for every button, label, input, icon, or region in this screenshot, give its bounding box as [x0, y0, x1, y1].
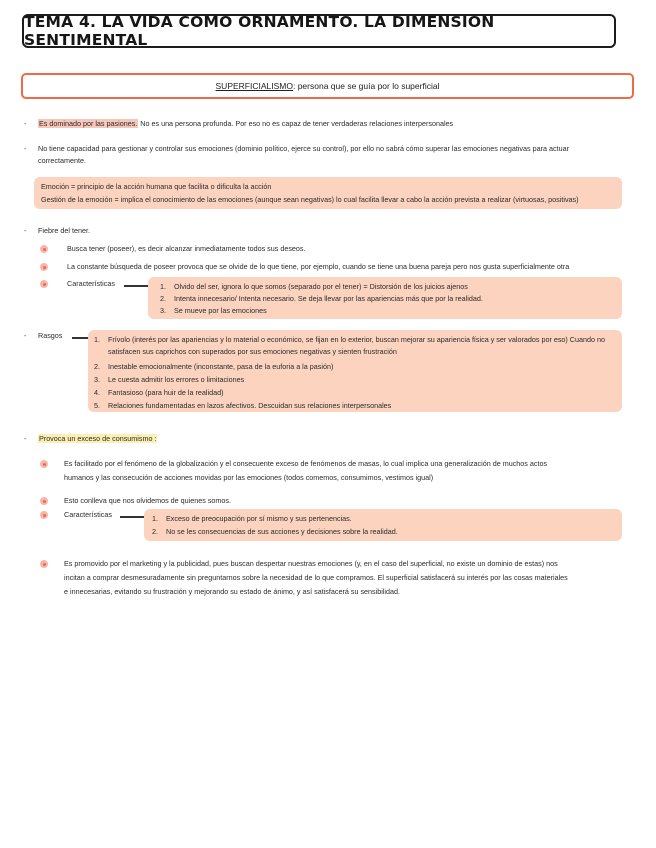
- consumismo-char-2: 2. No se les consecuencias de sus acciones y decisiones sobre la realidad.: [152, 527, 398, 536]
- intro-b1-rest: No es una persona profunda. Por eso no es capaz de tener verdaderas relaciones interpersonales: [138, 119, 454, 128]
- consumismo-p3-line1: Es promovido por el marketing y la publicidad, pues buscan despertar nuestras emociones (y, en el caso del superficial, no existe un dominio de estas) nos: [64, 559, 558, 568]
- intro-bullet-2-line2: correctamente.: [38, 156, 86, 165]
- fiebre-characteristics-label: Características: [67, 279, 115, 288]
- fiebre-point-2: La constante búsqueda de poseer provoca que se olvide de lo que tiene, por ejemplo, cuando se tiene una buena pareja pero nos gusta superficialmente otra: [67, 262, 570, 271]
- consumismo-p3-line2: incitan a comprar desmesuradamente sin preguntarnos sobre la necesidad de lo que compramos. El superficial satisfacerá su interés por las cosas materiales: [64, 573, 568, 582]
- consumismo-heading: Provoca un exceso de consumismo :: [39, 434, 157, 443]
- consumismo-p2: Esto conlleva que nos olvidemos de quienes somos.: [64, 496, 232, 505]
- connector-line: [124, 285, 148, 287]
- rasgo-5: 5. Relaciones fundamentadas en lazos afectivos. Descuidan sus relaciones interpersonales: [94, 401, 392, 410]
- intro-bullet-2-line1: No tiene capacidad para gestionar y controlar sus emociones (dominio político, ejerce su control), por ello no sabrá cómo superar las emociones negativas para actuar: [38, 144, 569, 153]
- connector-line: [120, 516, 144, 518]
- subtitle-term: SUPERFICIALISMO: [215, 81, 293, 91]
- bullet-dot-icon: [40, 280, 48, 288]
- bullet-dot-icon: [40, 497, 48, 505]
- bullet-dash: -: [24, 226, 27, 235]
- rasgos-label: Rasgos: [38, 331, 63, 340]
- intro-highlight: Es dominado por las pasiones.: [39, 119, 138, 128]
- emotion-management-definition: Gestión de la emoción = implica el conocimiento de las emociones (aunque sean negativas) lo cual facilita llevar a cabo la acción prevista a realizar (virtuosas, positivas): [41, 195, 579, 204]
- subtitle-rest: : persona que se guía por lo superficial: [292, 81, 440, 91]
- consumismo-p1-line1: Es facilitado por el fenómeno de la globalización y el consecuente exceso de fenómenos de masas, lo cual implica una generalización de muchos actos: [64, 459, 548, 468]
- bullet-dot-icon: [40, 460, 48, 468]
- rasgo-4: 4. Fantasioso (para huir de la realidad): [94, 388, 224, 397]
- fiebre-char-1: 1. Olvido del ser, ignora lo que somos (separado por el tener) = Distorsión de los juicios ajenos: [160, 282, 468, 291]
- consumismo-char-1: 1. Exceso de preocupación por sí mismo y sus pertenencias.: [152, 514, 352, 523]
- rasgo-1-line1: 1. Frívolo (interés por las apariencias y lo material o económico, se fijan en lo exterior, buscan mejorar su apariencia física y ser valorados por eso) Cuando no: [94, 335, 605, 344]
- page-title: TEMA 4. LA VIDA COMO ORNAMENTO. LA DIMENSION SENTIMENTAL: [24, 13, 495, 49]
- intro-bullet-1: [38, 118, 453, 129]
- bullet-dash: -: [24, 119, 27, 128]
- bullet-dot-icon: [40, 511, 48, 519]
- rasgo-1-line2: satisfacen sus caprichos con superados por sus emociones negativas y sienten frustración: [108, 347, 397, 356]
- subtitle: [216, 81, 440, 91]
- bullet-dot-icon: [40, 263, 48, 271]
- bullet-dash: -: [24, 434, 27, 443]
- connector-line: [72, 337, 88, 339]
- fiebre-char-2: 2. Intenta innecesario/ Intenta necesario. Se deja llevar por las apariencias más que por la realidad.: [160, 294, 483, 303]
- consumismo-characteristics-label: Características: [64, 510, 112, 519]
- emotion-definition: Emoción = principio de la acción humana que facilita o dificulta la acción: [41, 182, 272, 191]
- fiebre-char-3: 3. Se mueve por las emociones: [160, 306, 267, 315]
- fiebre-heading: Fiebre del tener.: [38, 226, 90, 235]
- consumismo-p3-line3: e innecesarias, evitando su frustración y mejorando su estado de ánimo, y así satisfacerá su sensibilidad.: [64, 587, 400, 596]
- bullet-dot-icon: [40, 560, 48, 568]
- consumismo-p1-line2: humanos y las consecución de acciones movidas por las emociones (todos comemos, consumimos, vestimos igual): [64, 473, 434, 482]
- rasgo-3: 3. Le cuesta admitir los errores o limitaciones: [94, 375, 245, 384]
- bullet-dash: -: [24, 144, 27, 153]
- subtitle-box: [21, 73, 634, 99]
- bullet-dash: -: [24, 331, 27, 340]
- bullet-dot-icon: [40, 245, 48, 253]
- title-box: [22, 14, 616, 48]
- fiebre-point-1: Busca tener (poseer), es decir alcanzar inmediatamente todos sus deseos.: [67, 244, 306, 253]
- rasgo-2: 2. Inestable emocionalmente (inconstante, pasa de la euforia a la pasión): [94, 362, 334, 371]
